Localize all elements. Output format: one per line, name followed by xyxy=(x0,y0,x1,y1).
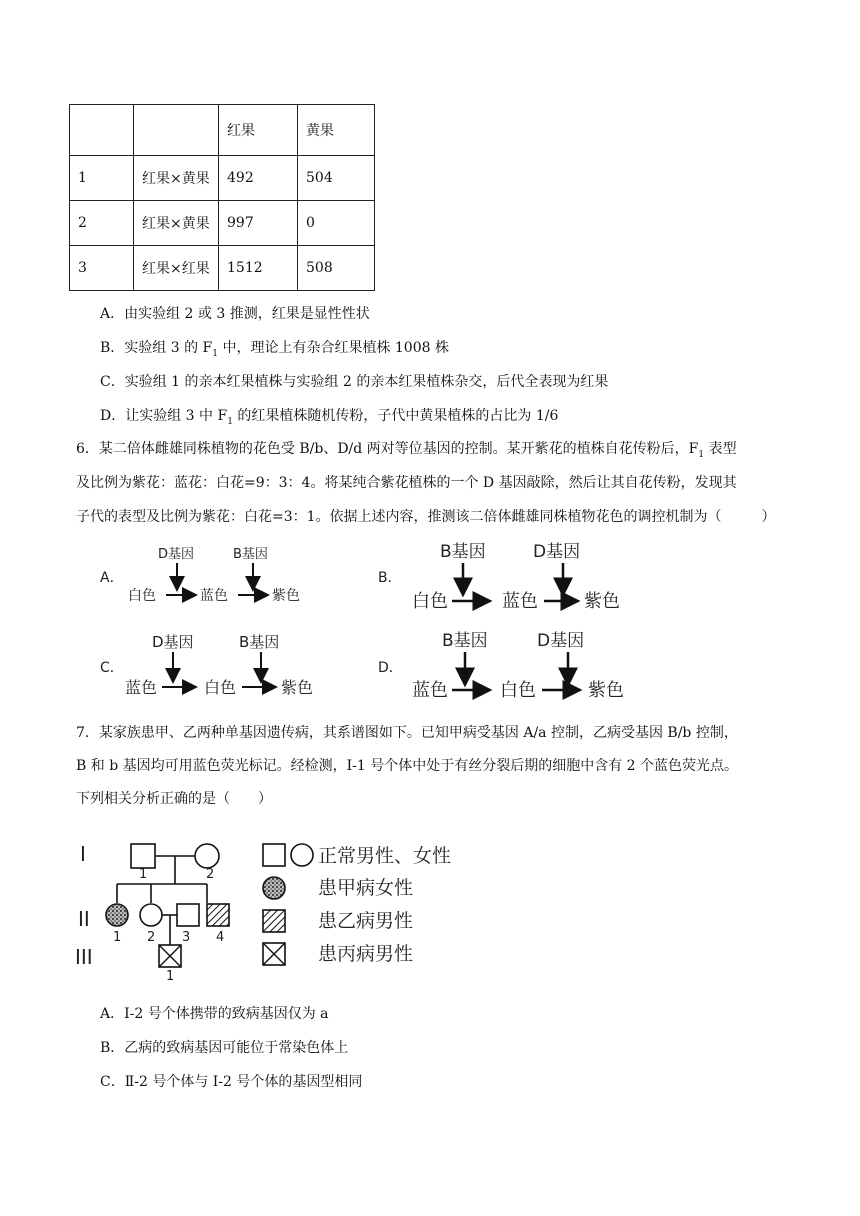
q5-option-d xyxy=(100,405,558,427)
pedigree-i2-normal-female xyxy=(195,844,219,868)
table-cell: 红果×黄果 xyxy=(134,156,219,201)
subscript: 1 xyxy=(227,416,233,427)
individual-number: 3 xyxy=(182,930,191,945)
individual-number: 2 xyxy=(206,867,215,882)
table-cell: 508 xyxy=(298,246,375,291)
q6-option-a-diagram xyxy=(100,547,300,604)
q5-option-b xyxy=(100,337,449,359)
individual-number: 1 xyxy=(139,867,148,882)
table-cell: 红果×红果 xyxy=(134,246,219,291)
pedigree-ii4-affected-b-male xyxy=(207,904,229,926)
q6-option-diagrams xyxy=(0,535,860,710)
pedigree-i1-normal-male xyxy=(131,844,155,868)
generation-label: II xyxy=(78,907,90,931)
q6-option-d-diagram xyxy=(378,631,624,701)
pedigree-ii1-affected-a-female xyxy=(106,904,128,926)
color-label: 蓝色 xyxy=(412,680,448,701)
pedigree-ii3-normal-male xyxy=(177,904,199,926)
q7-option-a: A．I-2 号个体携带的致病基因仅为 a xyxy=(100,1006,329,1022)
color-label: 紫色 xyxy=(584,591,620,612)
q6-option-b-diagram xyxy=(378,542,620,612)
color-label: 白色 xyxy=(500,680,536,701)
table-cell: 红果 xyxy=(219,105,298,156)
table-row xyxy=(70,201,375,246)
option-label: A． xyxy=(100,570,124,586)
option-label: D． xyxy=(378,660,403,676)
legend-normal-male-icon xyxy=(263,844,285,866)
color-label: 紫色 xyxy=(281,678,314,697)
option-label: B． xyxy=(378,570,402,586)
subscript: 1 xyxy=(212,348,218,359)
table-row xyxy=(70,246,375,291)
q7-option-b: B．乙病的致病基因可能位于常染色体上 xyxy=(100,1040,349,1056)
gene-label: B基因 xyxy=(442,631,488,651)
table-row xyxy=(70,156,375,201)
q7-stem-line: B 和 b 基因均可用蓝色荧光标记。经检测，I-1 号个体中处于有丝分裂后期的细胞中含有 2 个蓝色荧光点。 xyxy=(76,758,739,774)
q6-stem-line xyxy=(76,438,737,460)
color-label: 蓝色 xyxy=(502,591,538,612)
table-cell xyxy=(70,105,134,156)
color-label: 白色 xyxy=(412,591,448,612)
gene-label: D基因 xyxy=(537,631,585,651)
legend-label: 患丙病男性 xyxy=(318,943,414,965)
table-cell: 黄果 xyxy=(298,105,375,156)
color-label: 蓝色 xyxy=(125,678,158,697)
color-label: 蓝色 xyxy=(200,588,228,604)
gene-label: D基因 xyxy=(158,547,195,562)
legend-affected-a-female-icon xyxy=(263,877,285,899)
individual-number: 1 xyxy=(113,930,122,945)
q7-stem-line: 下列相关分析正确的是（ ） xyxy=(76,791,272,807)
table-cell: 1 xyxy=(70,156,134,201)
q6-option-c-diagram xyxy=(100,633,313,697)
legend-label: 患乙病男性 xyxy=(318,910,414,932)
gene-label: D基因 xyxy=(533,542,581,562)
q6-stem-text: 子代的表型及比例为紫花：白花=3：1。依据上述内容，推测该二倍体雌雄同株植物花色的调控机制为（ xyxy=(76,509,722,525)
generation-label: I xyxy=(80,842,86,866)
table-cell: 红果×黄果 xyxy=(134,201,219,246)
individual-number: 1 xyxy=(166,969,175,980)
q5-option-c: C．实验组 1 的亲本红果植株与实验组 2 的亲本红果植株杂交，后代全表现为红果 xyxy=(100,374,609,390)
q5-option-d-text: D．让实验组 3 中 F xyxy=(100,408,228,424)
subscript: 1 xyxy=(698,449,705,460)
table-cell: 1512 xyxy=(219,246,298,291)
q6-stem-line: 及比例为紫花：蓝花：白花=9：3：4。将某纯合紫花植株的一个 D 基因敲除，然后让其自花传粉，发现其 xyxy=(76,475,737,491)
q5-option-a: A．由实验组 2 或 3 推测，红果是显性性状 xyxy=(100,306,370,322)
table-cell: 3 xyxy=(70,246,134,291)
option-label: C． xyxy=(100,660,124,676)
table-cell: 997 xyxy=(219,201,298,246)
individual-number: 2 xyxy=(147,930,156,945)
legend-label: 正常男性、女性 xyxy=(318,845,452,867)
q5-option-d-text: 的红果植株随机传粉，子代中黄果植株的占比为 1/6 xyxy=(232,408,559,424)
q5-option-b-text: 中，理论上有杂合红果植株 1008 株 xyxy=(218,340,449,356)
q6-stem-text: 表型 xyxy=(704,441,737,457)
color-label: 白色 xyxy=(128,588,156,604)
color-label: 白色 xyxy=(204,678,237,697)
legend-affected-b-male-icon xyxy=(263,910,285,932)
table-cell: 0 xyxy=(298,201,375,246)
table-cell xyxy=(134,105,219,156)
q7-option-c: C．Ⅱ-2 号个体与 I-2 号个体的基因型相同 xyxy=(100,1074,363,1090)
q6-stem-text: ） xyxy=(761,509,776,525)
q7-stem-line: 7．某家族患甲、乙两种单基因遗传病，其系谱图如下。已知甲病受基因 A/a 控制，乙病受基因 B/b 控制， xyxy=(76,725,738,741)
cross-results-table xyxy=(69,104,375,291)
color-label: 紫色 xyxy=(272,588,300,604)
generation-label: III xyxy=(75,945,93,969)
table-header-row xyxy=(70,105,375,156)
legend-label: 患甲病女性 xyxy=(318,877,414,899)
table-cell: 504 xyxy=(298,156,375,201)
color-label: 紫色 xyxy=(588,680,624,701)
q6-stem-line xyxy=(76,506,776,526)
table-cell: 2 xyxy=(70,201,134,246)
q6-stem-text: 6．某二倍体雌雄同株植物的花色受 B/b、D/d 两对等位基因的控制。某开紫花的植株自花传粉后，F xyxy=(76,441,699,457)
gene-label: B基因 xyxy=(239,633,280,651)
pedigree-diagram xyxy=(60,830,480,980)
q5-option-b-text: B．实验组 3 的 F xyxy=(100,340,213,356)
gene-label: B基因 xyxy=(440,542,486,562)
gene-label: B基因 xyxy=(233,547,268,562)
individual-number: 4 xyxy=(216,930,225,945)
pedigree-ii2-normal-female xyxy=(140,904,162,926)
gene-label: D基因 xyxy=(152,633,194,651)
legend-normal-female-icon xyxy=(291,844,313,866)
table-cell: 492 xyxy=(219,156,298,201)
